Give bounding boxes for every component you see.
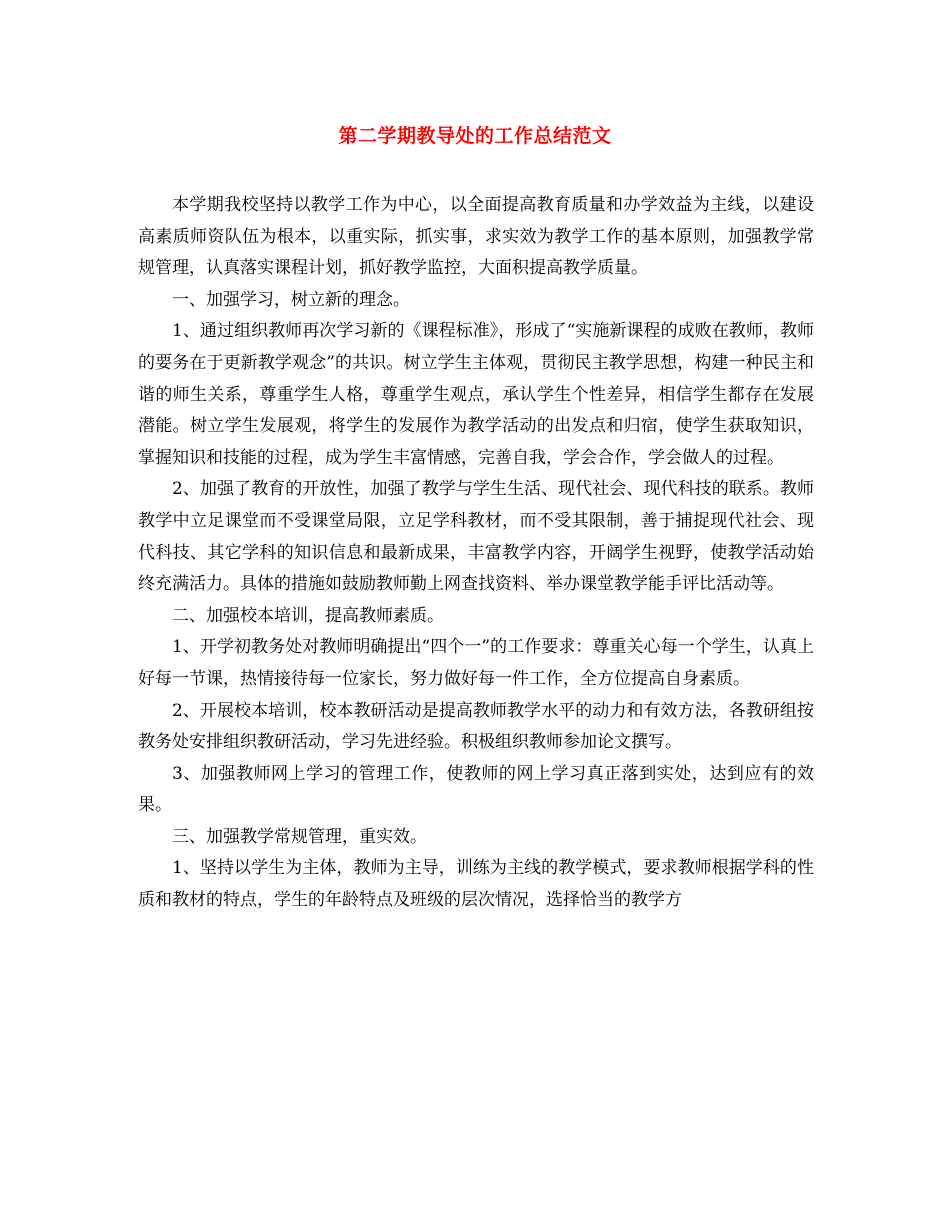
document-title: 第二学期教导处的工作总结范文 (338, 125, 612, 147)
paragraph-3-1: 1、坚持以学生为主体，教师为主导，训练为主线的教学模式，要求教师根据学科的性质和教材的特点，学生的年龄特点及班级的层次情况，选择恰当的教学方 (138, 858, 814, 911)
paragraph-intro: 本学期我校坚持以教学工作为中心，以全面提高教育质量和办学效益为主线，以建设高素质师资队伍为根本，以重实际，抓实事，求实效为教学工作的基本原则，加强教学常规管理，认真落实课程计划，抓好教学监控，大面积提高教学质量。 (138, 195, 814, 279)
section-heading-2: 二、加强校本培训，提高教师素质。 (172, 605, 444, 626)
paragraph-2-2: 2、开展校本培训，校本教研活动是提高教师教学水平的动力和有效方法，各教研组按教务处安排组织教研活动，学习先进经验。积极组织教师参加论文撰写。 (138, 700, 814, 753)
section-heading-3: 三、加强教学常规管理，重实效。 (172, 826, 427, 847)
paragraph-2-1: 1、开学初教务处对教师明确提出“四个一”的工作要求：尊重关心每一个学生，认真上好每一节课，热情接待每一位家长，努力做好每一件工作，全方位提高自身素质。 (138, 637, 814, 689)
section-heading-1: 一、加强学习，树立新的理念。 (172, 289, 410, 310)
paragraph-2-3: 3、加强教师网上学习的管理工作，使教师的网上学习真正落到实处，达到应有的效果。 (138, 763, 814, 816)
paragraph-1-2: 2、加强了教育的开放性，加强了教学与学生生活、现代社会、现代科技的联系。教师教学中立足课堂而不受课堂局限，立足学科教材，而不受其限制，善于捕捉现代社会、现代科技、其它学科的知识信息和最新成果，丰富教学内容，开阔学生视野，使教学活动始终充满活力。具体的措施如鼓励教师勤上网查找资料、举办课堂教学能手评比活动等。 (138, 479, 814, 595)
document-body (138, 190, 814, 917)
paragraph-1-1: 1、通过组织教师再次学习新的《课程标准》，形成了“实施新课程的成败在教师，教师的要务在于更新教学观念”的共识。树立学生主体观，贯彻民主教学思想，构建一种民主和谐的师生关系，尊重学生人格，尊重学生观点，承认学生个性差异，相信学生都存在发展潜能。树立学生发展观，将学生的发展作为教学活动的出发点和归宿，使学生获取知识，掌握知识和技能的过程，成为学生丰富情感，完善自我，学会合作，学会做人的过程。 (138, 321, 814, 468)
